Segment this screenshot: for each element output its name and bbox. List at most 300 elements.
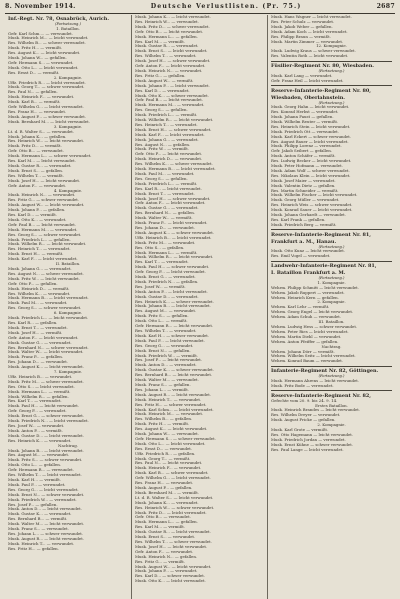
casualty-entry: Musk. Fritz D... — leicht verwundet. xyxy=(135,510,207,515)
casualty-entry: Res. Karl M... — vermißt. xyxy=(135,525,186,530)
casualty-entry: Musk. August Fricke — gefallen. xyxy=(271,418,336,423)
casualty-entry: Musk. Johann G... — verwundet. xyxy=(135,137,199,142)
casualty-entry: Musk. Johann K... — gefallen. xyxy=(8,134,67,139)
casualty-entry: Musk. Adam Wolf — schwer verwundet. xyxy=(271,168,350,173)
casualty-entry: Musk. Josef H... — vermißt. xyxy=(8,330,63,335)
casualty-entry: Musk. Fritz W... — vermißt. xyxy=(135,147,190,152)
casualty-entry: Musk. Ernst S... — gefallen. xyxy=(8,168,64,173)
casualty-entry: Musk. Heinrich D... — vermißt. xyxy=(8,286,70,291)
casualty-entry: Musk. Walter W... — leicht verwundet. xyxy=(8,350,84,355)
casualty-entry: Gefr. Paul B... — leicht verwundet. xyxy=(8,222,77,227)
casualty-entry: Musk. Wilhelm R... — leicht verwundet. xyxy=(135,255,214,260)
unit-subheading: (Fortsetzung.) xyxy=(55,22,81,26)
casualty-entry: Gefr. Otto B... — verwundet. xyxy=(135,515,191,520)
casualty-entry: Musk. Josef Maier — verwundet. xyxy=(271,178,336,183)
casualty-entry: Gefr. Jakob Seibert — gefallen. xyxy=(271,149,332,154)
casualty-entry: Musk. Wilhelm Reuter — vermißt. xyxy=(271,119,339,124)
casualty-entry: Musk. Fritz D... — schwer verwundet. xyxy=(135,24,210,29)
casualty-entry: Res. Wilhelm T... — verwundet. xyxy=(135,329,197,333)
casualty-entry: Musk. August W... — leicht verwundet. xyxy=(135,564,212,569)
casualty-entry: Musk. Fritz S... — schwer verwundet. xyxy=(8,458,83,463)
casualty-entry: Gefr. Georg F... — leicht verwundet. xyxy=(135,270,206,275)
casualty-entry: Res. Georg G... — verwundet. xyxy=(135,343,194,348)
casualty-entry: Res. Karl M... — vermißt. xyxy=(135,39,186,44)
casualty-entry: Musk. Ernst H... — vermißt. xyxy=(8,252,64,257)
casualty-entry: Uffz. Heinrich B... — leicht verwundet. xyxy=(135,235,212,240)
unit-heading: Reserve-Infanterie-Regiment Nr. 81, xyxy=(271,231,371,238)
casualty-entry: Musk. Johann Faust — gefallen. xyxy=(271,114,334,119)
casualty-entry: Gefr. Paul B... — leicht verwundet. xyxy=(135,98,204,103)
casualty-entry: Musk. Wilhelm R... — gefallen. xyxy=(8,394,69,399)
casualty-entry: Gefr. Hermann R... — leicht verwundet. xyxy=(135,324,214,329)
casualty-entry: Musk. Heinrich N... — verwundet. xyxy=(135,68,203,73)
casualty-entry: Musk. Karl Grote — vermißt. xyxy=(271,428,329,433)
casualty-entry: Musk. Walter M... — leicht verwundet. xyxy=(8,522,85,527)
casualty-entry: Res. August N... — schwer verwundet. xyxy=(8,271,84,276)
casualty-entry: Res. August K... — leicht verwundet. xyxy=(8,51,81,56)
casualty-entry: Musk. Ernst G... — schwer verwundet. xyxy=(8,414,85,419)
casualty-entry: Musk. Georg Müller — verwundet. xyxy=(271,198,340,203)
casualty-entry: Musk. August P... — schwer verwundet. xyxy=(8,114,87,119)
casualty-entry: Musk. Karl H... — vermißt. xyxy=(8,477,62,482)
casualty-entry: Musk. Johann K... — leicht verwundet. xyxy=(135,15,211,19)
casualty-entry: Res. Heinrich T... — verwundet. xyxy=(135,122,198,127)
casualty-entry: Musk. Konrad Sauer — leicht verwundet. xyxy=(271,208,353,213)
casualty-entry: Musk. Johann P... — verwundet. xyxy=(135,569,198,574)
casualty-entry: Wehrm. Wilhelm Seitz — leicht verwundet. xyxy=(271,354,356,359)
casualty-entry: Musk. Friedrich Ott — verwundet. xyxy=(271,129,339,134)
subsection-heading: Nachtrag. xyxy=(58,443,78,448)
casualty-entry: Musk. Hermann B... — leicht verwundet. xyxy=(8,296,89,301)
casualty-entry: Musk. August K... — schwer verwundet. xyxy=(135,230,215,235)
casualty-entry: Gefr. Otto P... — leicht verwundet. xyxy=(135,152,203,157)
casualty-entry: Musk. Franz P... — gefallen. xyxy=(8,355,63,360)
casualty-entry: Res. Otto S... — leicht verwundet. xyxy=(8,384,75,389)
casualty-entry: Musk. Georg T... — schwer verwundet. xyxy=(8,85,85,90)
casualty-entry: Musk. August K... — leicht verwundet. xyxy=(8,365,84,370)
casualty-entry: Musk. Heinrich M... — verwundet. xyxy=(135,412,204,417)
casualty-entry: Musk. Johann P... — gefallen. xyxy=(8,208,66,213)
casualty-entry: Musk. Otto L... — leicht verwundet. xyxy=(135,441,206,446)
casualty-entry: Res. Wilhelm Dreyer — verwundet. xyxy=(271,413,341,418)
casualty-entry: Res. Karl D... — verwundet. xyxy=(135,88,190,93)
section-divider xyxy=(271,390,392,391)
casualty-entry: Res. Wilhelm B... — schwer verwundet. xyxy=(8,41,86,46)
casualty-entry: Res. Josef P... — leicht verwundet. xyxy=(135,358,203,363)
casualty-entry: Res. Karl T... — verwundet. xyxy=(8,399,62,404)
casualty-entry: Res. Johann L... — schwer verwundet. xyxy=(8,531,84,536)
casualty-entry: Res. August Bauer — leicht verwundet. xyxy=(271,139,349,144)
casualty-entry: Musk. Walter W... — vermißt. xyxy=(135,216,193,221)
casualty-entry: Uffz. Friedrich R... — gefallen. xyxy=(135,451,196,456)
casualty-entry: Res. Josef P... — gefallen. xyxy=(8,502,58,507)
casualty-entry: Musk. Fritz H... — vermißt. xyxy=(8,46,63,51)
casualty-entry: Musk. Ludwig Kraus — schwer verwundet. xyxy=(271,49,356,54)
casualty-entry: Musk. Valentin Dietz — gefallen. xyxy=(271,183,336,188)
casualty-entry: Musk. Fritz W... — leicht verwundet. xyxy=(8,276,80,281)
casualty-entry: Musk. Heinrich F... — verwundet. xyxy=(135,466,202,471)
casualty-entry: Musk. Karl F... — leicht verwundet. xyxy=(8,257,78,262)
casualty-entry: Musk. August R... — leicht verwundet. xyxy=(135,392,212,397)
casualty-entry: Wehrm. Adam Schuh — verwundet. xyxy=(271,315,342,320)
casualty-entry: Musk. August P... — gefallen. xyxy=(135,486,193,490)
casualty-entry: Musk. Otto L... — vermißt. xyxy=(135,319,188,324)
casualty-entry: Musk. Paul H... — schwer verwundet. xyxy=(135,265,210,270)
casualty-entry: Res. Paul N... — leicht verwundet. xyxy=(135,461,203,466)
casualty-entry: Musk. Otto Kunz — leicht verwundet. xyxy=(271,249,346,254)
casualty-entry: Gefr. Georg F... — verwundet. xyxy=(8,409,67,414)
casualty-entry: Res. Georg G... — leicht verwundet. xyxy=(8,487,79,492)
casualty-entry: Musk. Heinrich D... — verwundet. xyxy=(135,157,203,162)
casualty-entry: Musk. August W... — vermißt. xyxy=(135,78,194,83)
casualty-entry: Musk. Johann P... — leicht verwundet. xyxy=(135,83,210,88)
casualty-entry: Res. Georg S... — gefallen. xyxy=(135,176,188,181)
unit-heading: Füsilier-Regiment Nr. 80, Wiesbaden. xyxy=(271,63,374,70)
casualty-entry: Gefr. Hermann S... — schwer verwundet. xyxy=(135,436,216,441)
casualty-entry: Res. Franz H... — verwundet. xyxy=(8,110,67,114)
casualty-entry: Musk. Johann Gerhardt — verwundet. xyxy=(271,213,346,218)
casualty-entry: Res. Wilhelm T... — schwer verwundet. xyxy=(135,539,212,544)
casualty-entry: Res. Bernhard N... — schwer verwundet. xyxy=(8,345,89,350)
casualty-entry: Musk. Friedrich Berg — vermißt. xyxy=(271,222,337,227)
casualty-entry: Musk. Hermann L... — schwer verwundet. xyxy=(8,154,92,159)
subsection-heading: 6. Kompagnie. xyxy=(53,311,83,316)
casualty-entry: Res. Martin Schneider — vermißt. xyxy=(271,188,339,193)
subsection-heading: III. Bataillon. xyxy=(318,320,345,325)
casualty-entry: Musk. Bernhard M... — leicht verwundet. xyxy=(8,119,90,124)
casualty-entry: Musk. Gustav D... — verwundet. xyxy=(135,294,199,299)
casualty-entry: Gefr. Anton F... — verwundet. xyxy=(135,549,194,554)
casualty-entry: Res. Wilhelm K... — schwer verwundet. xyxy=(135,162,213,167)
casualty-entry: Res. Bernhard B... — leicht verwundet. xyxy=(135,373,213,378)
casualty-entry: Musk. Johann B... — leicht verwundet. xyxy=(8,448,84,453)
casualty-entry: Wehrm. Martin Diehl — verwundet. xyxy=(271,334,342,339)
casualty-entry: Lt. d. R. Walter S... — leicht verwundet. xyxy=(135,495,214,500)
casualty-entry: Musk. Friedrich L... — gefallen. xyxy=(8,237,71,242)
casualty-entry: Musk. Adam Koch — leicht verwundet. xyxy=(271,29,348,34)
casualty-entry: Musk. Otto K... — verwundet. xyxy=(8,217,67,222)
casualty-entry: Res. Heinrich K... — schwer verwundet. xyxy=(135,299,214,304)
section-divider xyxy=(271,229,392,230)
casualty-entry: Musk. Karl B... — schwer verwundet. xyxy=(135,471,209,476)
unit-heading: Reserve-Infanterie-Regiment Nr. 82, xyxy=(271,392,371,399)
casualty-entry: Musk. August R... — leicht verwundet. xyxy=(8,536,85,541)
casualty-entry: Musk. Wilhelm R... — leicht verwundet. xyxy=(135,118,214,123)
casualty-entry: Musk. Peter Hofmann — verwundet. xyxy=(271,164,343,169)
casualty-entry: Uffz. Friedrich R... — leicht verwundet. xyxy=(8,80,86,85)
casualty-entry: Musk. Josef H... — leicht verwundet. xyxy=(135,544,208,549)
unit-heading: Reserve-Infanterie-Regiment Nr. 80, xyxy=(271,87,371,94)
unit-heading: Infanterie-Regiment Nr. 82, Göttingen. xyxy=(271,368,379,375)
subsection-heading: 4. Kompagnie. xyxy=(53,188,83,193)
header-title xyxy=(151,3,302,10)
column-middle xyxy=(132,15,268,599)
casualty-entry: Gefr. Anton F... — leicht verwundet. xyxy=(8,335,79,340)
column-right xyxy=(268,15,395,599)
casualty-entry: Musk. Jakob Weber — gefallen. xyxy=(271,24,333,29)
casualty-entry: Musk. Paul F... — verwundet. xyxy=(8,482,66,487)
casualty-entry: Musk. Friedrich W... — vermißt. xyxy=(135,353,199,358)
casualty-entry: Res. Bernhard B... — vermißt. xyxy=(8,517,68,522)
casualty-entry: Res. Heinrich T... — verwundet. xyxy=(8,247,71,252)
casualty-entry: Res. August M... — verwundet. xyxy=(8,453,70,458)
casualty-entry: Musk. Fritz M... — schwer verwundet. xyxy=(8,379,84,384)
casualty-entry: Musk. Karl Lang — verwundet. xyxy=(271,73,333,78)
casualty-entry: Gefr. Hermann S... — verwundet. xyxy=(8,60,74,65)
casualty-entry: Musk. Franz S... — verwundet. xyxy=(8,527,69,532)
casualty-entry: Musk. Johann B... — leicht verwundet. xyxy=(135,304,211,309)
casualty-entry: Musk. Hans Wagner — leicht verwundet. xyxy=(271,15,352,19)
casualty-entry: Musk. Hermann L... — gefallen. xyxy=(135,520,198,525)
casualty-entry: Musk. Friedrich N... — leicht verwundet. xyxy=(8,419,89,424)
casualty-entry: Res. Georg S... — schwer verwundet. xyxy=(8,232,82,237)
casualty-entry: Musk. Otto K... — leicht verwundet. xyxy=(135,579,206,584)
casualty-entry: Musk. Ernst T... — verwundet. xyxy=(8,325,68,330)
casualty-entry: Res. Wilhelm K... — verwundet. xyxy=(8,291,71,296)
casualty-entry: Musk. Johann G... — verwundet. xyxy=(8,267,72,271)
casualty-entry: Musk. Walter M... — verwundet. xyxy=(135,378,199,383)
casualty-entry: Musk. Heinrich T... — verwundet. xyxy=(135,397,202,402)
casualty-entry: Res. Johann D... — verwundet. xyxy=(135,225,196,230)
casualty-entry: Musk. Gustav D... — leicht verwundet. xyxy=(8,433,84,438)
casualty-entry: Res. Fritz G... — schwer verwundet. xyxy=(8,198,80,203)
subsection-heading: 7. Kompagnie. xyxy=(53,370,83,375)
unit-subheading: (Fortsetzung.) xyxy=(318,100,345,105)
casualty-entry: Musk. Johann W... — gefallen. xyxy=(8,56,67,61)
unit-subheading: (Fortsetzung.) xyxy=(318,276,345,281)
casualty-entry: Res. Wilhelm T... — vermißt. xyxy=(8,173,64,178)
casualty-entry: Res. Ludwig Becker — leicht verwundet. xyxy=(271,159,352,164)
casualty-entry: Musk. Paul H... — leicht verwundet. xyxy=(8,404,80,409)
casualty-entry: Musk. Josef H... — schwer verwundet. xyxy=(135,196,211,201)
casualty-entry: Musk. Georg Hahn — leicht verwundet. xyxy=(271,105,350,110)
casualty-entry: Musk. Heinrich M... — leicht verwundet. xyxy=(8,36,89,41)
casualty-entry: Musk. Heinrich N... — verwundet. xyxy=(8,193,76,198)
casualty-entry: Wehrm. Ludwig Hess — schwer verwundet. xyxy=(271,324,358,329)
casualty-entry: Res. Philipp Braun — vermißt. xyxy=(271,34,331,39)
casualty-entry: Res. Emil Vogel — verwundet. xyxy=(271,254,331,259)
casualty-entry: Musk. Wilhelm R... — leicht verwundet. xyxy=(8,242,87,247)
subsection-heading: 1. Kompagnie. xyxy=(317,280,346,285)
casualty-entry: Res. Karl M... — leicht verwundet. xyxy=(8,159,76,164)
casualty-entry: Gefr. Anton F... — verwundet. xyxy=(8,183,67,188)
casualty-entry: Musk. Gustav R... — verwundet. xyxy=(135,44,199,49)
casualty-entry: Musk. Hermann L... — vermißt. xyxy=(135,250,198,255)
casualty-entry: Musk. Fritz D... — vermißt. xyxy=(8,144,62,149)
casualty-entry: Musk. Anton P... — leicht verwundet. xyxy=(135,289,208,294)
casualty-entry: Res. Fritz H... — schwer verwundet. xyxy=(135,402,207,407)
casualty-entry: Res. Wilhelm T... — verwundet. xyxy=(135,54,197,59)
casualty-entry: Musk. Heinrich Brandes — leicht verwundet. xyxy=(271,408,361,413)
casualty-entry: Res. Heinrich W... — leicht verwundet. xyxy=(8,139,85,144)
header-publication: Deutsche Verlustlisten. xyxy=(150,3,260,10)
casualty-entry: Musk. Karl F... — leicht verwundet. xyxy=(135,132,205,137)
casualty-entry: Musk. Karl Schm... — leicht verwundet. xyxy=(135,407,214,412)
casualty-entry: Wehrm. Philipp Schmitt — leicht verwundet. xyxy=(271,285,359,290)
casualty-entry: Gefr. Franz Heil — leicht verwundet. xyxy=(271,78,344,83)
section-divider xyxy=(271,61,392,62)
casualty-entry: Musk. Johann K... — verwundet. xyxy=(135,500,199,505)
casualty-entry: Musk. Ernst T... — verwundet. xyxy=(135,191,195,196)
casualty-entry: Gefr. Anton F... — leicht verwundet. xyxy=(135,201,206,206)
casualty-entry: Musk. Fritz M... — verwundet. xyxy=(135,240,196,245)
casualty-entry: Gefr. Otto B... — verwundet. xyxy=(8,149,64,154)
casualty-entry: Musk. Heinrich N... — gefallen. xyxy=(135,554,198,559)
casualty-entry: Musk. Heinrich T... — verwundet. xyxy=(8,541,75,546)
casualty-entry: Res. Karl R... — leicht verwundet. xyxy=(135,186,202,191)
casualty-entry: Res. Wilhelm B... — gefallen. xyxy=(135,417,193,422)
casualty-entry: Res. Karl D... — schwer verwundet. xyxy=(135,574,206,579)
unit-subheading: (Fortsetzung.) xyxy=(318,69,345,74)
unit-subheading: (Fortsetzung.) xyxy=(318,244,345,249)
page-header xyxy=(5,3,395,14)
casualty-entry: Res. Bernhard N... — gefallen. xyxy=(135,211,195,216)
casualty-entry: Musk. Franz S... — gefallen. xyxy=(135,382,191,387)
subsection-heading: 1. Bataillon. xyxy=(56,26,80,31)
casualty-entry: Res. Otto Hagemann — leicht verwundet. xyxy=(271,432,354,437)
header-page-number: 2687 xyxy=(376,3,395,10)
casualty-entry: Res. Josef W... — vermißt. xyxy=(135,284,186,289)
casualty-entry: Res. Karl T... — verwundet. xyxy=(135,260,189,265)
casualty-entry: Musk. Johann W... — verwundet. xyxy=(135,432,199,437)
casualty-entry: Musk. Ernst S... — verwundet. xyxy=(135,535,196,540)
subsection-heading: Nachtrag. xyxy=(321,344,342,349)
casualty-entry: Musk. Friedrich N... — gefallen. xyxy=(135,279,199,284)
casualty-entry: Musk. Franz P... — leicht verwundet. xyxy=(135,221,208,226)
casualty-entry: Musk. Gustav G... — verwundet. xyxy=(8,340,72,345)
casualty-entry: Res. August M... — verwundet. xyxy=(135,309,197,314)
casualty-entry: Musk. Josef H... — schwer verwundet. xyxy=(135,59,211,64)
unit-heading: Inf.-Regt. Nr. 78, Osnabrück, Aurich. xyxy=(8,16,110,22)
casualty-entry: Wehrm. Konrad Baum — verwundet. xyxy=(271,359,344,364)
casualty-entry: Musk. Georg T... — vermißt. xyxy=(135,456,191,461)
casualty-entry: Musk. Philipp Lorenz — verwundet. xyxy=(271,144,342,149)
casualty-entry: Musk. Otto L... — gefallen. xyxy=(8,463,61,468)
subsection-heading: II. Bataillon. xyxy=(55,262,81,267)
casualty-entry: Res. Konrad Herbst — verwundet. xyxy=(271,110,339,115)
casualty-entry: Musk. Hermann M... — verwundet. xyxy=(135,103,205,108)
casualty-entry: Musk. Ernst N... — gefallen. xyxy=(135,348,191,353)
header-issue-number: (Pr. 75.) xyxy=(262,3,302,10)
subsection-heading: 12. Kompagnie. xyxy=(316,44,347,49)
casualty-entry: Res. Ernst D... — verwundet. xyxy=(135,446,193,451)
casualty-entry: Res. Karl D... — vermißt. xyxy=(8,213,58,218)
subsection-heading: 2. Kompagnie. xyxy=(317,423,346,428)
casualty-entry: Musk. Gustav G... — verwundet. xyxy=(135,206,199,211)
casualty-entry: Wehrm. Heinrich Kern — gefallen. xyxy=(271,295,339,300)
unit-heading: Frankfurt a. M., Hanau. xyxy=(271,238,337,245)
subsection-heading: 2. Kompagnie. xyxy=(317,300,346,305)
casualty-entry: Res. Georg S... — gefallen. xyxy=(135,108,188,113)
casualty-entry: Res. August K... — leicht verwundet. xyxy=(135,427,208,432)
unit-subheading: (Fortsetzung.) xyxy=(318,374,345,379)
casualty-entry: Musk. Martin Zimmer — verwundet. xyxy=(271,39,344,44)
casualty-entry: Lt. d. R. Walter S... — verwundet. xyxy=(8,129,75,134)
casualty-entry: Musk. Fritz S... — gefallen. xyxy=(135,314,189,319)
casualty-entry: Musk. Hermann Ahrens — leicht verwundet. xyxy=(271,378,360,383)
casualty-entry: Res. Peter Schulz — verwundet. xyxy=(271,19,335,24)
casualty-entry: Uffz. Heinrich B... — verwundet. xyxy=(8,374,73,379)
subsection-heading: Erstes Bataillon. xyxy=(315,403,348,408)
columns xyxy=(5,15,395,599)
casualty-entry: Res. Fritz H... — gefallen. xyxy=(8,546,59,551)
casualty-entry: Wehrm. Anton Pfeiffer — gefallen. xyxy=(271,339,339,344)
casualty-entry: Musk. Otto L... — leicht verwundet. xyxy=(8,65,79,70)
unit-heading: Landwehr-Infanterie-Regiment Nr. 81, xyxy=(271,263,377,270)
casualty-entry: Musk. Otto K... — schwer verwundet. xyxy=(135,93,209,98)
casualty-entry: Gefr. Anton F... — leicht verwundet. xyxy=(135,64,206,69)
casualty-entry: Musk. Ernst G... — verwundet. xyxy=(135,275,196,280)
casualty-entry: Musk. Heinrich F... — verwundet. xyxy=(8,95,75,100)
casualty-entry: Res. Heinrich W... — verwundet. xyxy=(135,19,199,24)
casualty-entry: Musk. August W... — leicht verwundet. xyxy=(8,203,85,208)
casualty-entry: Gefr. Wilhelm G... — leicht verwundet. xyxy=(8,105,84,110)
column-left xyxy=(5,15,132,599)
casualty-entry: Res. Heinrich W... — schwer verwundet. xyxy=(135,505,215,510)
casualty-entry: Musk. Anton Schäfer — vermißt. xyxy=(271,154,336,159)
casualty-entry: Res. Heinrich Stein — leicht verwundet. xyxy=(271,124,351,129)
casualty-entry: Res. Nikolaus Klein — leicht verwundet. xyxy=(271,173,351,178)
casualty-entry: Musk. Ernst S... — leicht verwundet. xyxy=(135,49,208,54)
casualty-entry: Musk. Ernst N... — schwer verwundet. xyxy=(8,492,85,497)
subsection-heading: 3. Kompagnie. xyxy=(53,124,83,129)
casualty-entry: Musk. Ernst H... — schwer verwundet. xyxy=(135,127,212,132)
casualty-entry: Musk. Karl H... — schwer verwundet. xyxy=(135,333,210,338)
casualty-entry: Musk. Karl B... — vermißt. xyxy=(8,100,61,105)
casualty-entry: Musk. Friedrich L... — vermißt. xyxy=(135,113,198,118)
casualty-entry: Wehrm. Peter Ries — leicht verwundet. xyxy=(271,329,349,334)
section-divider xyxy=(271,261,392,262)
casualty-entry: Wehrm. Georg Engel — leicht verwundet. xyxy=(271,310,354,315)
casualty-entry: Gefr. Otto P... — gefallen. xyxy=(8,281,58,286)
casualty-entry: Gefr. Hermann R... — verwundet. xyxy=(8,468,74,473)
header-date: 8. November 1914. xyxy=(5,3,76,10)
casualty-entry: Res. Paul N... — gefallen. xyxy=(8,90,58,95)
casualty-entry: Res. August N... — gefallen. xyxy=(135,142,191,147)
casualty-entry: Res. Heinrich Weis — schwer verwundet. xyxy=(271,203,353,208)
casualty-entry: Res. Karl R... — gefallen. xyxy=(8,320,58,325)
casualty-entry: Res. Paul Lange — leicht verwundet. xyxy=(271,447,344,452)
casualty-entry: Wehrm. Jakob Ruppert — verwundet. xyxy=(271,290,345,295)
casualty-entry: Musk. Anton D... — verwundet. xyxy=(135,363,197,368)
unit-heading: I. Bataillon Frankfurt a. M. xyxy=(271,270,346,277)
casualty-entry: Musk. Hermann M... — verwundet. xyxy=(8,227,78,232)
casualty-entry: Res. Heinrich K... — verwundet. xyxy=(8,438,72,443)
casualty-entry: Musk. Paul M... — verwundet. xyxy=(135,172,195,176)
casualty-entry: Wehrm. Karl Lehr — vermißt. xyxy=(271,305,330,310)
casualty-entry: Res. Johann L... — vermißt. xyxy=(135,387,190,392)
casualty-entry: Musk. Paul F... — leicht verwundet. xyxy=(135,338,205,343)
casualty-entry: Wehrm. Johann Dörr — vermißt. xyxy=(271,349,335,354)
casualty-entry: Musk. Fritz Bode — verwundet. xyxy=(271,383,334,388)
casualty-entry: Musk. Friedrich L... — vermißt. xyxy=(135,181,198,186)
casualty-entry: Musk. Karl Eckert — schwer verwundet. xyxy=(271,134,352,139)
casualty-entry: Res. Franz H... — verwundet. xyxy=(135,481,194,486)
casualty-entry: Musk. Hermann L... — gefallen. xyxy=(135,34,198,39)
casualty-entry: Musk. Friedrich L... — leicht verwundet. xyxy=(8,316,89,321)
casualty-entry: Res. Georg S... — schwer verwundet. xyxy=(8,306,82,311)
casualty-entry: Musk. Gustav R... — verwundet. xyxy=(8,163,72,168)
section-divider xyxy=(271,366,392,367)
casualty-entry: Musk. Gustav K... — verwundet. xyxy=(8,512,72,517)
casualty-entry: Res. Ernst D... — vermißt. xyxy=(8,70,60,75)
casualty-entry: Res. Otto S... — gefallen. xyxy=(135,245,185,250)
casualty-entry: Res. Fritz G... — vermißt. xyxy=(135,559,186,564)
casualty-entry: Res. Josef W... — verwundet. xyxy=(8,424,65,428)
section-divider xyxy=(271,85,392,86)
casualty-entry: Res. Wilhelm T... — leicht verwundet. xyxy=(8,473,82,478)
casualty-entry: Gefr. Karl Schm.... — verwundet. xyxy=(8,31,73,36)
